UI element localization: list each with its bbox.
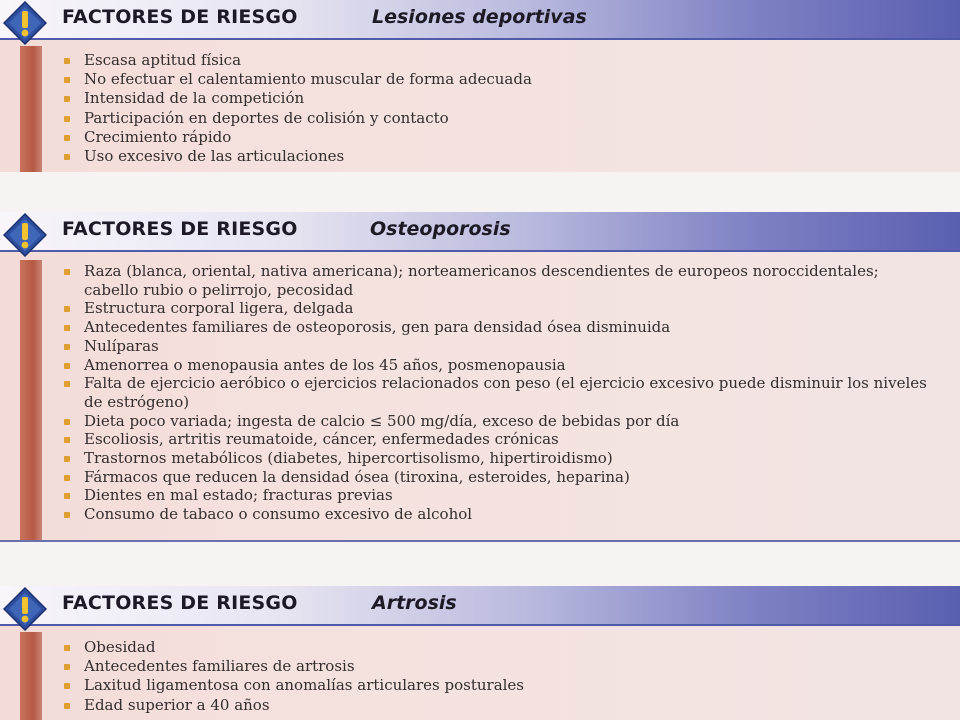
list-item: Uso excesivo de las articulaciones — [62, 147, 930, 166]
risk-box-arthrosis — [0, 586, 960, 720]
decorative-side-bar — [20, 46, 42, 172]
box-body — [0, 40, 960, 172]
box-subtitle: Osteoporosis — [370, 218, 511, 240]
decorative-side-bar — [20, 260, 42, 540]
box-title: FACTORES DE RIESGO — [62, 592, 298, 614]
list-item: Amenorrea o menopausia antes de los 45 años, posmenopausia — [62, 356, 930, 375]
exclamation-diamond-icon — [3, 213, 47, 257]
list-item: Crecimiento rápido — [62, 128, 930, 147]
list-item: Falta de ejercicio aeróbico o ejercicios relacionados con peso (el ejercicio excesivo puede disminuir los niveles de estrógeno) — [62, 374, 930, 411]
risk-list — [62, 638, 930, 715]
list-item: Raza (blanca, oriental, nativa americana); norteamericanos descendientes de europeos noroccidentales; cabello rubio o pelirrojo, pecosidad — [62, 262, 930, 299]
box-subtitle: Artrosis — [372, 592, 457, 614]
box-header — [0, 212, 960, 252]
list-item: Escoliosis, artritis reumatoide, cáncer, enfermedades crónicas — [62, 430, 930, 449]
box-bottom-rule — [0, 540, 960, 542]
box-title: FACTORES DE RIESGO — [62, 6, 298, 28]
list-item: Antecedentes familiares de artrosis — [62, 657, 930, 676]
box-title: FACTORES DE RIESGO — [62, 218, 298, 240]
list-item: Obesidad — [62, 638, 930, 657]
box-body — [0, 626, 960, 720]
risk-box-osteoporosis — [0, 212, 960, 542]
box-header — [0, 586, 960, 626]
list-item: Dieta poco variada; ingesta de calcio ≤ 500 mg/día, exceso de bebidas por día — [62, 412, 930, 431]
list-item: Estructura corporal ligera, delgada — [62, 299, 930, 318]
decorative-side-bar — [20, 632, 42, 720]
list-item: No efectuar el calentamiento muscular de forma adecuada — [62, 70, 930, 89]
risk-box-sports-injuries — [0, 0, 960, 172]
box-body — [0, 252, 960, 540]
list-item: Fármacos que reducen la densidad ósea (tiroxina, esteroides, heparina) — [62, 468, 930, 487]
list-item: Trastornos metabólicos (diabetes, hipercortisolismo, hipertiroidismo) — [62, 449, 930, 468]
list-item: Laxitud ligamentosa con anomalías articulares posturales — [62, 676, 930, 695]
risk-list — [62, 262, 930, 524]
list-item: Escasa aptitud física — [62, 51, 930, 70]
list-item: Consumo de tabaco o consumo excesivo de alcohol — [62, 505, 930, 524]
list-item: Edad superior a 40 años — [62, 696, 930, 715]
box-subtitle: Lesiones deportivas — [372, 6, 587, 28]
box-header — [0, 0, 960, 40]
exclamation-diamond-icon — [3, 1, 47, 45]
list-item: Nulíparas — [62, 337, 930, 356]
list-item: Intensidad de la competición — [62, 89, 930, 108]
risk-list — [62, 51, 930, 166]
list-item: Participación en deportes de colisión y contacto — [62, 109, 930, 128]
list-item: Antecedentes familiares de osteoporosis, gen para densidad ósea disminuida — [62, 318, 930, 337]
list-item: Dientes en mal estado; fracturas previas — [62, 486, 930, 505]
exclamation-diamond-icon — [3, 587, 47, 631]
